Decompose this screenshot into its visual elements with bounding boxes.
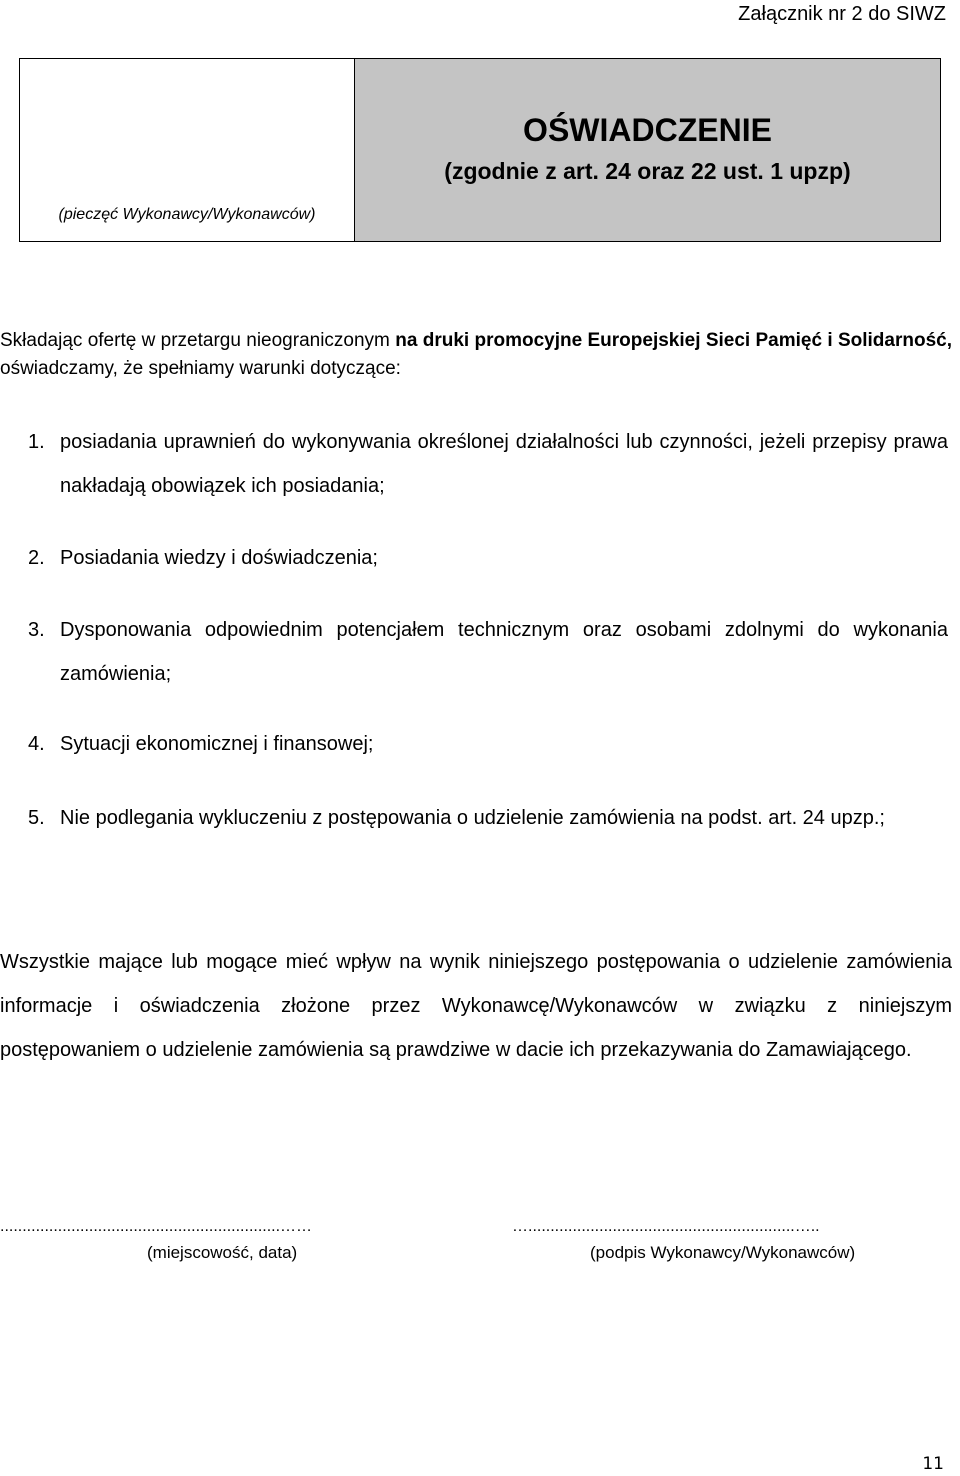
condition-number: 4. [28, 733, 45, 755]
condition-item-3 [28, 608, 948, 696]
signature-label: (podpis Wykonawcy/Wykonawców) [590, 1243, 856, 1262]
place-date-line: ...............................................................…… [0, 1218, 313, 1235]
intro-paragraph [0, 327, 952, 383]
intro-text-start: Składając ofertę w przetargu nieograniczonym [0, 330, 396, 351]
condition-item-5 [28, 796, 948, 840]
condition-number: 2. [28, 547, 45, 569]
intro-text-end: oświadczamy, że spełniamy warunki dotyczące: [0, 358, 401, 379]
condition-text: Nie podlegania wykluczeniu z postępowania o udzielenie zamówienia na podst. art. 24 upzp.; [60, 807, 885, 829]
title-box [355, 58, 941, 242]
condition-text: Dysponowania odpowiednim potencjałem technicznym oraz osobami zdolnymi do wykonania zamówienia; [60, 619, 948, 685]
condition-text: Sytuacji ekonomicznej i finansowej; [60, 733, 374, 755]
stamp-box [19, 58, 355, 242]
condition-item-1 [28, 420, 948, 508]
place-date-label: (miejscowość, data) [147, 1243, 298, 1262]
condition-item-2 [28, 536, 948, 580]
closing-paragraph: Wszystkie mające lub mogące mieć wpływ na wynik niniejszego postępowania o udzielenie zamówienia informacje i oświadczenia złożone przez Wykonawcę/Wykonawców w związku z niniejszym postępowaniem o udzielenie zamówienia są prawdziwe w dacie ich przekazywania do Zamawiającego. [0, 951, 952, 1061]
intro-subject: na druki promocyjne Europejskiej Sieci Pamięć i Solidarność, [395, 330, 953, 351]
document-title: OŚWIADCZENIE [523, 112, 772, 148]
stamp-label: (pieczęć Wykonawcy/Wykonawców) [58, 206, 316, 223]
page-number: 11 [922, 1454, 944, 1474]
condition-text: Posiadania wiedzy i doświadczenia; [60, 547, 378, 569]
condition-item-4 [28, 722, 948, 766]
condition-number: 1. [28, 431, 45, 453]
signature-line: …............................................................….. [512, 1218, 820, 1235]
condition-number: 3. [28, 619, 45, 641]
document-subtitle: (zgodnie z art. 24 oraz 22 ust. 1 upzp) [444, 158, 851, 184]
condition-text: posiadania uprawnień do wykonywania określonej działalności lub czynności, jeżeli przepisy prawa nakładają obowiązek ich posiadania; [60, 431, 948, 497]
annex-label: Załącznik nr 2 do SIWZ [738, 3, 946, 25]
condition-number: 5. [28, 807, 45, 829]
